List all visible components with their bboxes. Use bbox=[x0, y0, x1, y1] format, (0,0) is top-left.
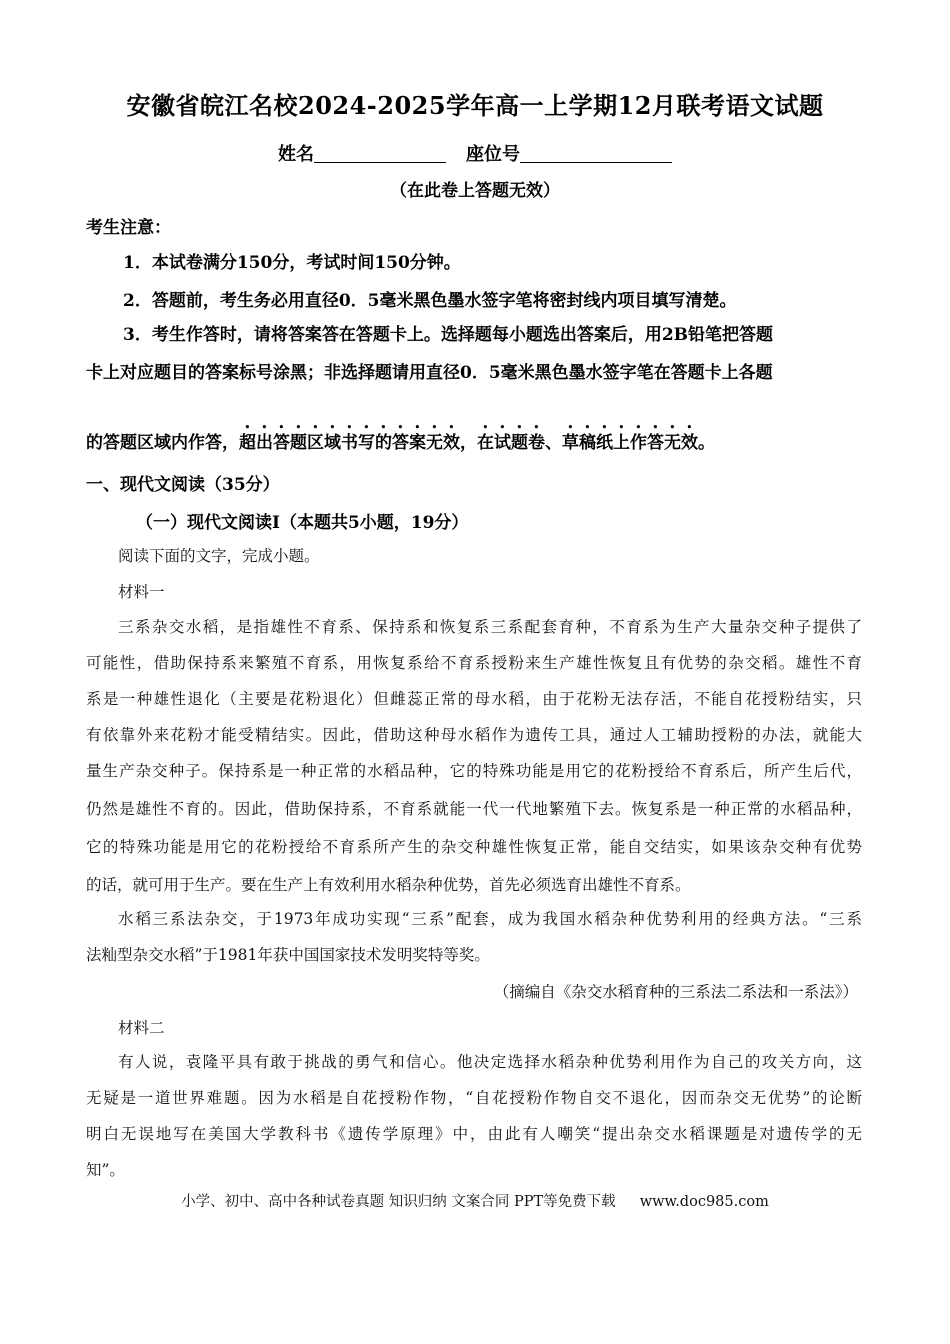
material-1-line: 它的特殊功能是用它的花粉授给不育系所产生的杂交种雄性恢复正常，能自交结实，如果该杂交种有优势 bbox=[86, 838, 862, 856]
notice-text: 的答题区域内作答， bbox=[86, 433, 239, 453]
material-2-line: 无疑是一道世界难题。因为水稻是自花授粉作物，“自花授粉作物自交不退化，因而杂交无优势”的论断 bbox=[86, 1089, 862, 1107]
material-2-label: 材料二 bbox=[118, 1019, 165, 1037]
footer-url[interactable]: www.doc985.com bbox=[639, 1194, 769, 1210]
footer-text: 小学、初中、高中各种试卷真题 知识归纳 文案合同 PPT等免费下载 bbox=[181, 1194, 616, 1210]
student-info-fields bbox=[0, 140, 950, 166]
material-1-line: 可能性，借助保持系来繁殖不育系，用恢复系给不育系授粉来生产雄性恢复且有优势的杂交稻。雄性不育 bbox=[86, 654, 862, 672]
notice-item-1: 1．本试卷满分150分，考试时间150分钟。 bbox=[123, 253, 461, 273]
material-1-line: 水稻三系法杂交，于1973年成功实现“三系”配套，成为我国水稻杂种优势利用的经典方法。“三系 bbox=[118, 910, 862, 928]
instruction: 阅读下面的文字，完成小题。 bbox=[118, 547, 320, 565]
material-1-line: 量生产杂交种子。保持系是一种正常的水稻品种，它的特殊功能是用它的花粉授给不育系后，所产生后代， bbox=[86, 762, 862, 780]
invalid-note: （在此卷上答题无效） bbox=[390, 181, 560, 201]
material-1-line: 的话，就可用于生产。要在生产上有效利用水稻杂种优势，首先必须选育出雄性不育系。 bbox=[86, 876, 691, 894]
subsection-heading: （一）现代文阅读Ⅰ（本题共5小题，19分） bbox=[136, 513, 469, 533]
notice-text: 。 bbox=[698, 433, 715, 453]
material-1-source: （摘编自《杂交水稻育种的三系法二系法和一系法》） bbox=[493, 983, 858, 1001]
notice-item-2: 2．答题前，考生务必用直径0．5毫米黑色墨水签字笔将密封线内项目填写清楚。 bbox=[123, 291, 737, 311]
emphasis-text: 超出答题区域书写的答案无效 bbox=[239, 433, 460, 453]
section-heading: 一、现代文阅读（35分） bbox=[86, 475, 280, 495]
notice-heading: 考生注意： bbox=[86, 218, 171, 238]
material-1-label: 材料一 bbox=[118, 583, 165, 601]
exam-title: 安徽省皖江名校2024-2025学年高一上学期12月联考语文试题 bbox=[126, 91, 824, 120]
notice-text: ， bbox=[460, 433, 477, 453]
seat-label: 座位号 bbox=[466, 144, 520, 165]
name-label: 姓名 bbox=[278, 144, 314, 165]
material-1-line: 有依靠外来花粉才能受精结实。因此，借助这种母水稻作为遗传工具，通过人工辅助授粉的办法，就能大 bbox=[86, 726, 862, 744]
material-2-line: 知”。 bbox=[86, 1161, 125, 1179]
name-blank[interactable] bbox=[314, 144, 446, 163]
material-2-line: 有人说，袁隆平具有敢于挑战的勇气和信心。他决定选择水稻杂种优势利用作为自己的攻关方向，这 bbox=[118, 1053, 862, 1071]
notice-item-3-line-1: 3．考生作答时，请将答案答在答题卡上。选择题每小题选出答案后，用2B铅笔把答题 bbox=[123, 325, 774, 345]
material-2-line: 明白无误地写在美国大学教科书《遗传学原理》中，由此有人嘲笑“提出杂交水稻课题是对遗传学的无 bbox=[86, 1125, 862, 1143]
notice-item-3-line-2: 卡上对应题目的答案标号涂黑；非选择题请用直径0．5毫米黑色墨水签字笔在答题卡上各题 bbox=[86, 363, 773, 383]
emphasis-text: 在试题卷、草稿纸上作答无效 bbox=[477, 433, 698, 453]
material-1-line: 系是一种雄性退化（主要是花粉退化）但雌蕊正常的母水稻，由于花粉无法存活，不能自花授粉结实，只 bbox=[86, 690, 862, 708]
seat-blank[interactable] bbox=[520, 144, 672, 163]
notice-item-3-line-3 bbox=[86, 423, 715, 453]
page-footer bbox=[0, 1190, 950, 1211]
material-1-line: 法籼型杂交水稻”于1981年获中国国家技术发明奖特等奖。 bbox=[86, 946, 490, 964]
material-1-line: 三系杂交水稻，是指雄性不育系、保持系和恢复系三系配套育种，不育系为生产大量杂交种子提供了 bbox=[118, 618, 862, 636]
material-1-line: 仍然是雄性不育的。因此，借助保持系，不育系就能一代一代地繁殖下去。恢复系是一种正常的水稻品种， bbox=[86, 800, 862, 818]
